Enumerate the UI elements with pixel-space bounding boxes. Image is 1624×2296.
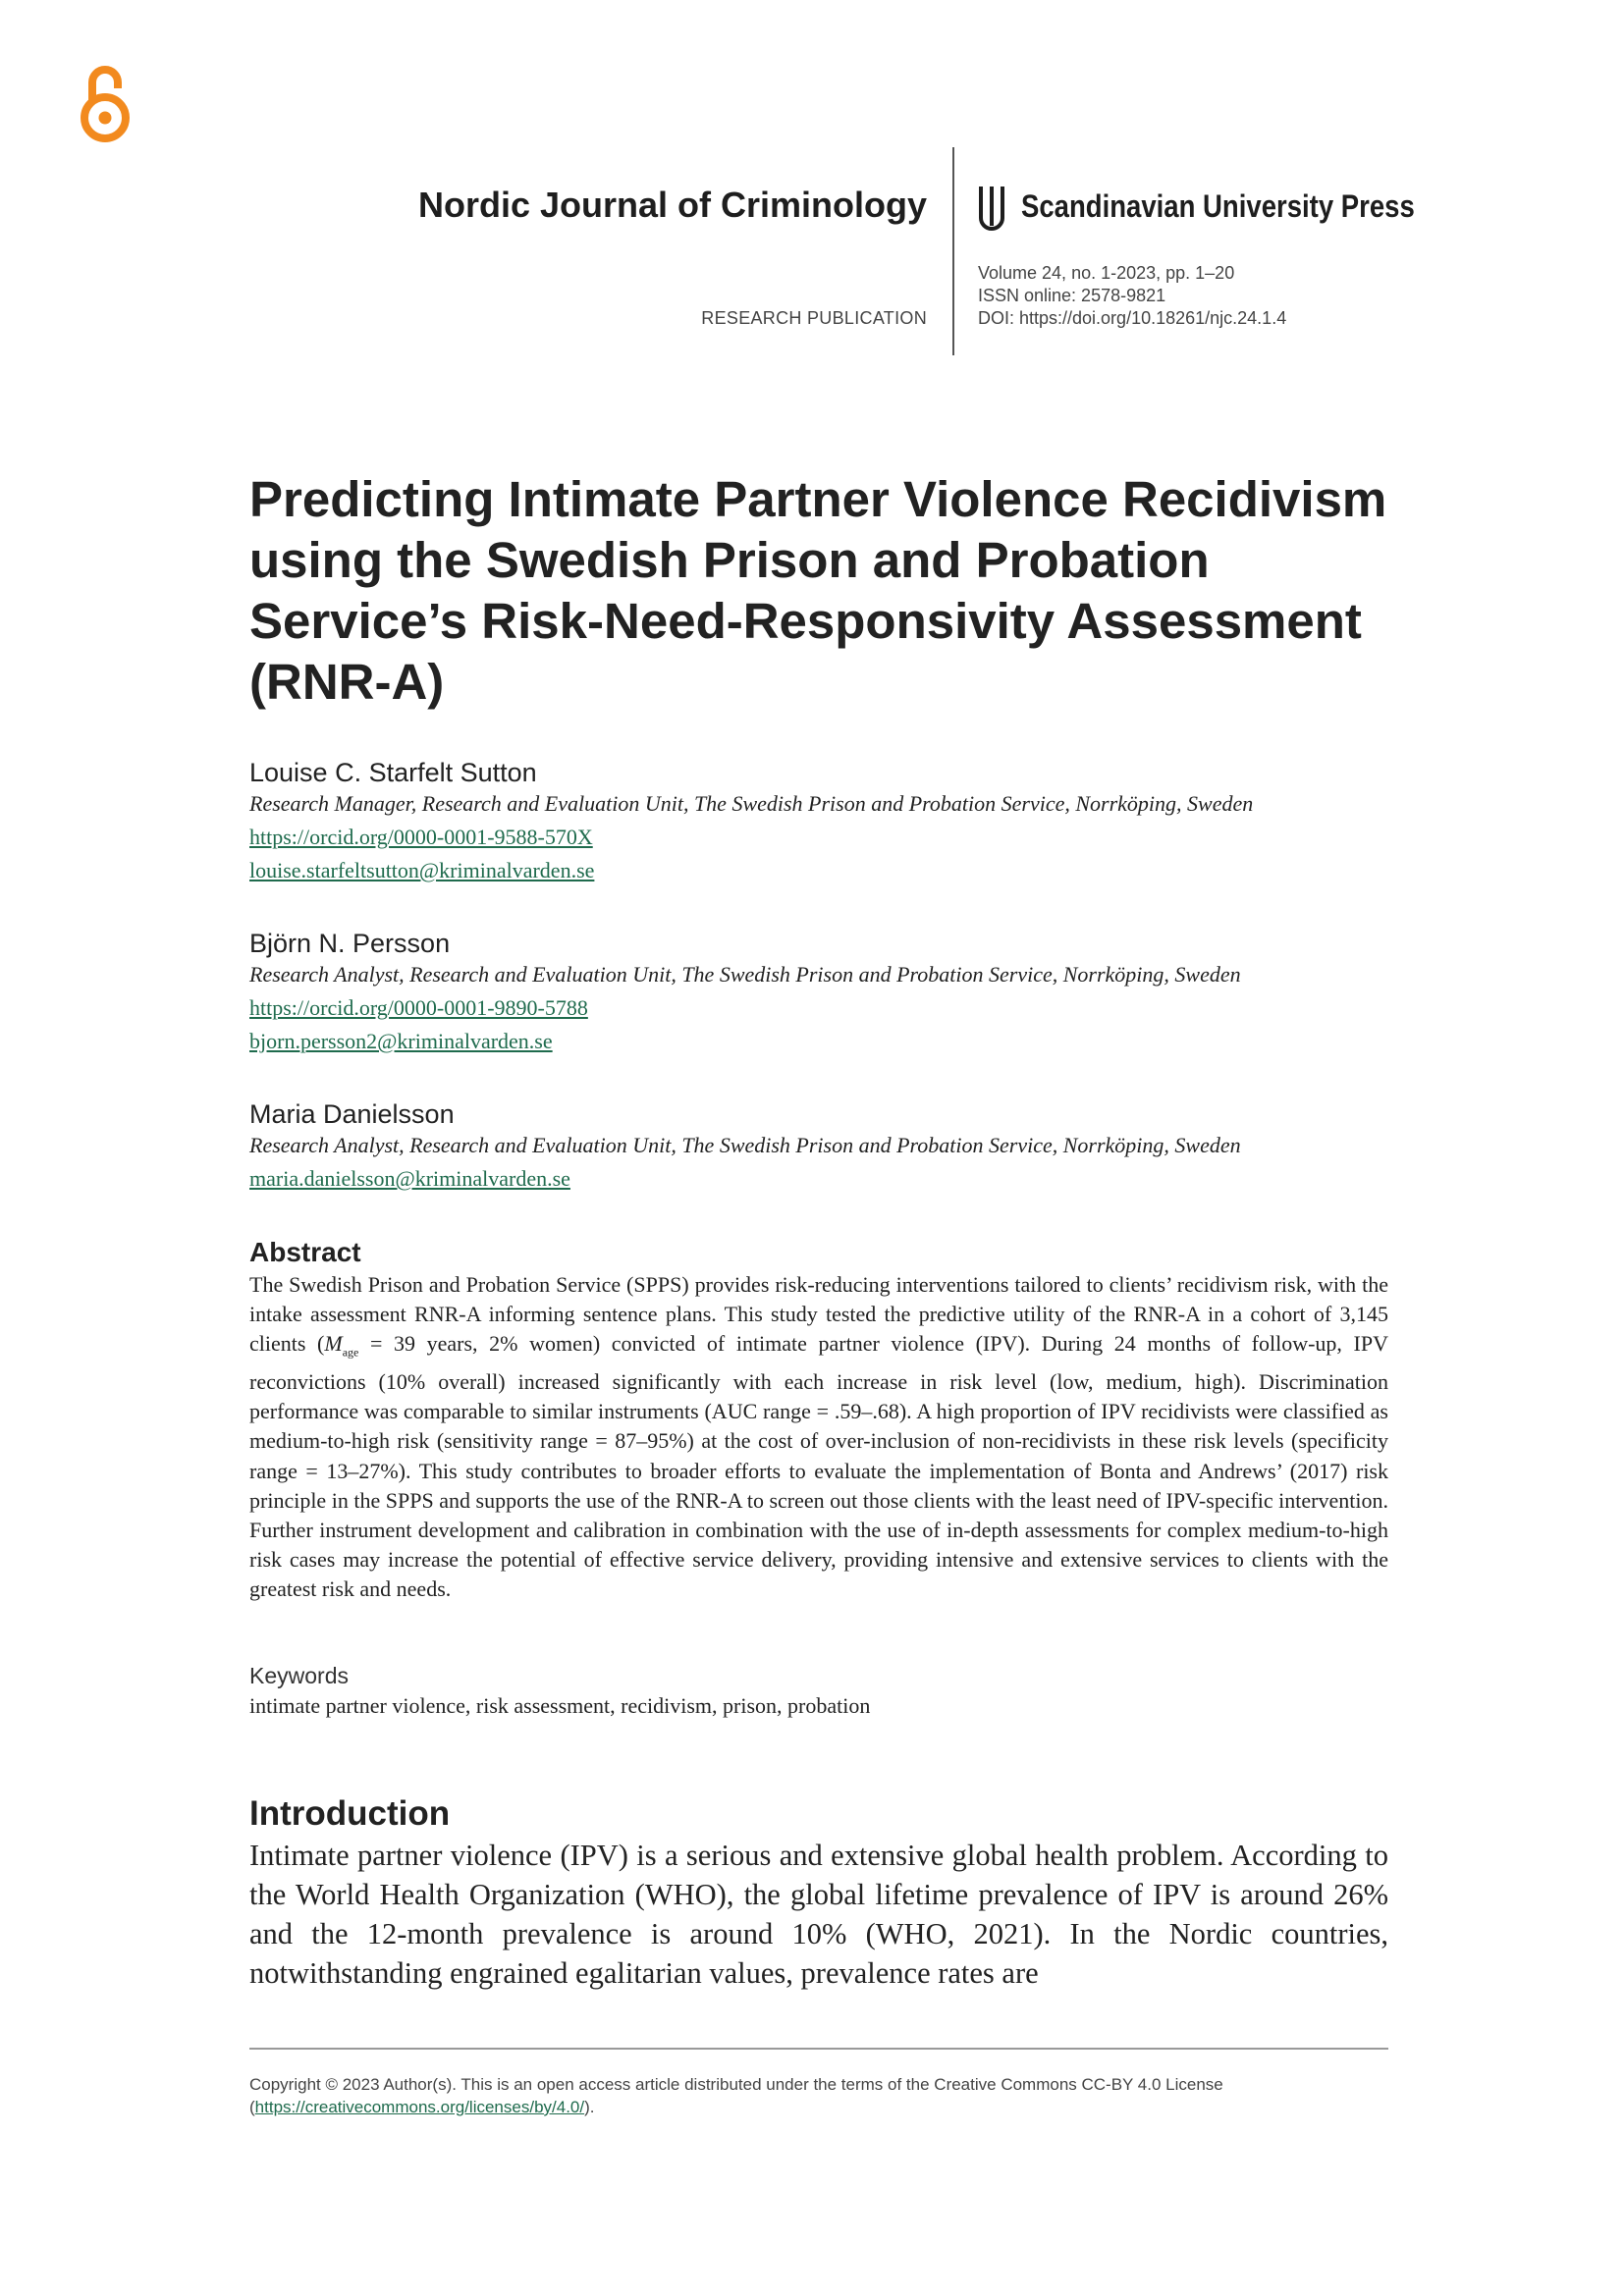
keywords-label: Keywords <box>249 1663 349 1688</box>
volume-info: Volume 24, no. 1-2023, pp. 1–20 <box>978 263 1235 283</box>
author-affiliation: Research Analyst, Research and Evaluation Unit, The Swedish Prison and Probation Service, Norrköping, Sweden <box>249 962 1241 987</box>
copyright-end: ). <box>584 2098 595 2116</box>
author-email-link[interactable]: louise.starfeltsutton@kriminalvarden.se <box>249 858 595 882</box>
abstract-text <box>249 1270 1388 1605</box>
open-access-lock-icon <box>79 61 132 143</box>
doi-link[interactable]: DOI: https://doi.org/10.18261/njc.24.1.4 <box>978 308 1287 328</box>
publication-type: RESEARCH PUBLICATION <box>701 308 927 328</box>
introduction-text: Intimate partner violence (IPV) is a serious and extensive global health problem. According to the World Health Organization (WHO), the global lifetime prevalence of IPV is around 26% and the 12-month prevalence is around 10% (WHO, 2021). In the Nordic countries, notwithstanding engrained egalitarian values, prevalence rates are <box>249 1839 1388 1990</box>
scandinavian-university-press-logo <box>977 183 1006 234</box>
abstract-heading: Abstract <box>249 1237 361 1267</box>
author-orcid-link[interactable]: https://orcid.org/0000-0001-9588-570X <box>249 825 593 849</box>
author-affiliation: Research Manager, Research and Evaluation Unit, The Swedish Prison and Probation Service, Norrköping, Sweden <box>249 791 1254 816</box>
copyright-notice <box>249 2073 1398 2118</box>
author-name: Louise C. Starfelt Sutton <box>249 758 537 787</box>
keywords-list: intimate partner violence, risk assessment, recidivism, prison, probation <box>249 1693 871 1718</box>
author-orcid-link[interactable]: https://orcid.org/0000-0001-9890-5788 <box>249 995 588 1020</box>
copyright-text: Copyright © 2023 Author(s). This is an open access article distributed under the terms of the Creative Commons CC-BY 4.0 License ( <box>249 2075 1223 2116</box>
author-affiliation: Research Analyst, Research and Evaluation Unit, The Swedish Prison and Probation Service, Norrköping, Sweden <box>249 1133 1241 1157</box>
journal-name: Nordic Journal of Criminology <box>417 185 927 225</box>
footer-divider <box>249 2048 1388 2050</box>
publisher-name: Scandinavian University Press <box>1021 188 1415 224</box>
abstract-text-part-1: The Swedish Prison and Probation Service (SPPS) provides risk-reducing interventions tailored to clients’ recidivism risk, with the intake assessment RNR-A informing sentence plans. This study tested the predictive utility of the RNR-A in a cohort of 3,145 clients ( <box>249 1272 1388 1357</box>
author-email-link[interactable]: maria.danielsson@kriminalvarden.se <box>249 1166 570 1191</box>
mean-age-symbol: M <box>324 1331 343 1357</box>
article-title: Predicting Intimate Partner Violence Recidivism using the Swedish Prison and Probation Service’s Risk-Need-Responsivity Assessment (RNR-A) <box>249 471 1387 710</box>
license-link[interactable]: https://creativecommons.org/licenses/by/4.0/ <box>254 2098 585 2116</box>
header-divider <box>952 147 954 355</box>
author-email-link[interactable]: bjorn.persson2@kriminalvarden.se <box>249 1029 553 1053</box>
mean-age-subscript: age <box>342 1345 359 1360</box>
author-name: Maria Danielsson <box>249 1099 455 1129</box>
abstract-text-part-2: = 39 years, 2% women) convicted of intimate partner violence (IPV). During 24 months of follow-up, IPV reconvictions (10% overall) increased significantly with each increase in risk level (low, medium, high). Discrimination performance was comparable to similar instruments (AUC range = .59–.68). A high proportion of IPV recidivists were classified as medium-to-high risk (sensitivity range = 87–95%) at the cost of over-inclusion of non-recidivists in these risk levels (specificity range = 13–27%). This study contributes to broader efforts to evaluate the implementation of Bonta and Andrews’ (2017) risk principle in the SPPS and supports the use of the RNR-A to screen out those clients with the least need of IPV-specific intervention. Further instrument development and calibration in combination with the use of in-depth assessments for complex medium-to-high risk cases may increase the potential of effective service delivery, providing intensive and extensive services to clients with the greatest risk and needs. <box>249 1331 1388 1602</box>
introduction-heading: Introduction <box>249 1794 451 1833</box>
issn-info: ISSN online: 2578-9821 <box>978 286 1166 305</box>
author-name: Björn N. Persson <box>249 929 451 958</box>
